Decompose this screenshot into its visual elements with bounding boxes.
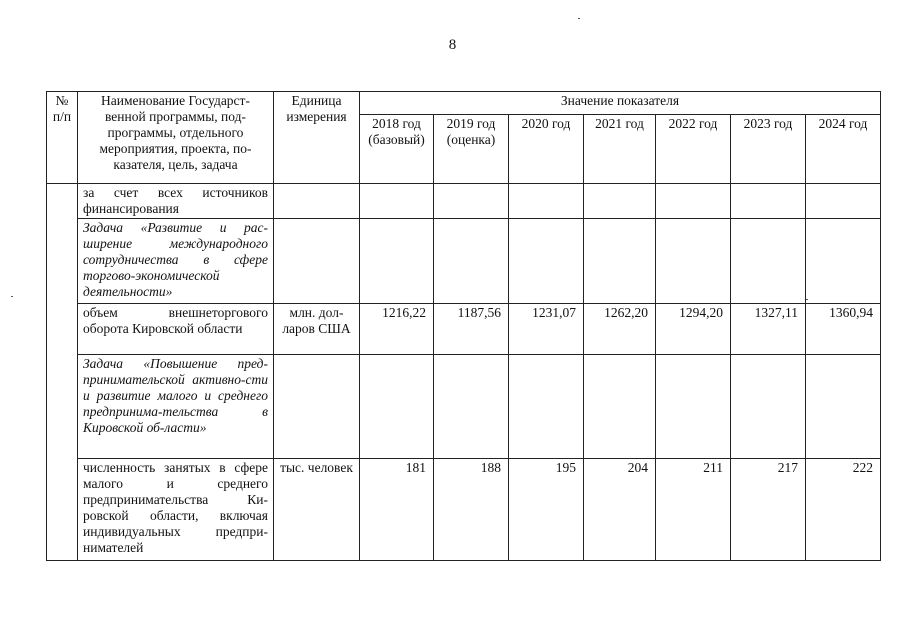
value-cell: 1327,11: [731, 304, 806, 355]
value-cell: 1294,20: [656, 304, 731, 355]
row-name: объем внешнеторгового оборота Кировской области: [78, 304, 274, 355]
row-unit: тыс. человек: [274, 459, 360, 561]
header-year: 2021 год: [584, 115, 656, 184]
header-year: 2023 год: [731, 115, 806, 184]
row-name: численность занятых в сфере малого и среднего предпринимательства Ки-ровской области, включая индивидуальных предпри-нимателей: [78, 459, 274, 561]
value-cell: 211: [656, 459, 731, 561]
header-name: Наименование Государст-венной программы, под-программы, отдельного мероприятия, проекта, по-казателя, цель, задача: [78, 92, 274, 184]
value-cell: 222: [806, 459, 881, 561]
table-row: [47, 459, 881, 561]
row-name: за счет всех источников финансирования: [78, 184, 274, 219]
indicators-table: [46, 91, 881, 561]
value-cell: 181: [360, 459, 434, 561]
header-unit: Единица измерения: [274, 92, 360, 184]
row-task: Задача «Повышение пред-принимательской активно-сти и развитие малого и среднего предпринима-тельства в Кировской об-ласти»: [78, 355, 274, 459]
header-row: [47, 92, 881, 115]
header-year: 2020 год: [509, 115, 584, 184]
header-year: 2024 год: [806, 115, 881, 184]
table-row: [47, 355, 881, 459]
value-cell: 188: [434, 459, 509, 561]
header-year: 2018 год (базовый): [360, 115, 434, 184]
value-cell: 204: [584, 459, 656, 561]
value-cell: 1262,20: [584, 304, 656, 355]
header-year: 2019 год (оценка): [434, 115, 509, 184]
page-number: 8: [448, 37, 457, 53]
num-cell: [47, 184, 78, 561]
table-row: [47, 219, 881, 304]
value-cell: 1187,56: [434, 304, 509, 355]
table-row: [47, 304, 881, 355]
table-row: [47, 184, 881, 219]
header-year: 2022 год: [656, 115, 731, 184]
row-unit: млн. дол-ларов США: [274, 304, 360, 355]
scan-speck: [578, 18, 580, 19]
header-value-group: Значение показателя: [360, 92, 881, 115]
value-cell: 217: [731, 459, 806, 561]
header-num: № п/п: [47, 92, 78, 184]
row-task: Задача «Развитие и рас-ширение международного сотрудничества в сфере торгово-экономической деятельности»: [78, 219, 274, 304]
scan-speck: [11, 296, 13, 297]
value-cell: 195: [509, 459, 584, 561]
scan-speck: [806, 299, 808, 300]
value-cell: 1360,94: [806, 304, 881, 355]
value-cell: 1216,22: [360, 304, 434, 355]
value-cell: 1231,07: [509, 304, 584, 355]
